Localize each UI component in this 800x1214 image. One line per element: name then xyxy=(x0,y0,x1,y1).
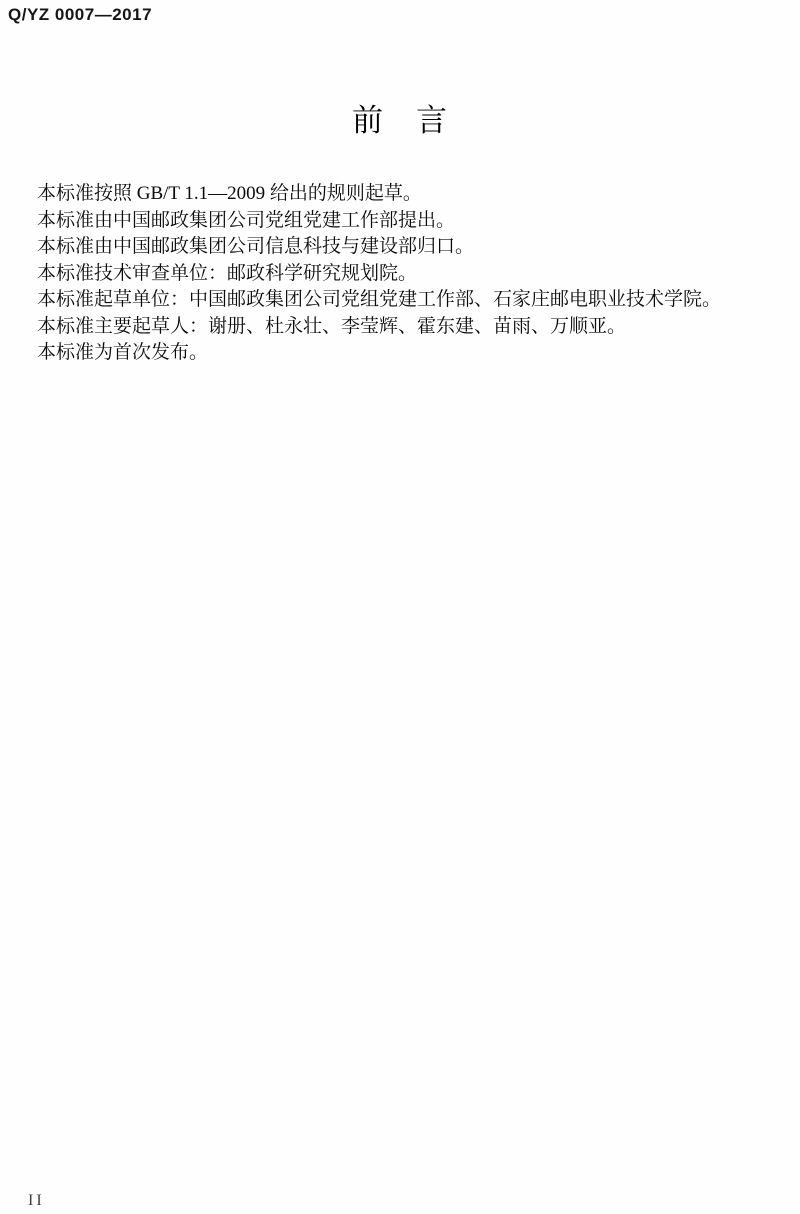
foreword-paragraph-7: 本标准为首次发布。 xyxy=(37,342,209,363)
foreword-body xyxy=(37,181,763,367)
foreword-paragraph-1: 本标准按照 GB/T 1.1—2009 给出的规则起草。 xyxy=(37,183,422,204)
foreword-paragraph-4: 本标准技术审查单位：邮政科学研究规划院。 xyxy=(37,262,418,284)
foreword-paragraph-3: 本标准由中国邮政集团公司信息科技与建设部归口。 xyxy=(37,236,475,257)
foreword-paragraph-6: 本标准主要起草人：谢册、杜永壮、李莹辉、霍东建、苗雨、万顺亚。 xyxy=(37,315,627,337)
foreword-paragraph-5: 本标准起草单位：中国邮政集团公司党组党建工作部、石家庄邮电职业技术学院。 xyxy=(37,289,722,310)
standard-number-header: Q/YZ 0007—2017 xyxy=(8,5,153,24)
page-title: 前 言 xyxy=(352,103,448,138)
foreword-paragraph-2: 本标准由中国邮政集团公司党组党建工作部提出。 xyxy=(37,209,456,231)
page-number: II xyxy=(28,1192,45,1209)
